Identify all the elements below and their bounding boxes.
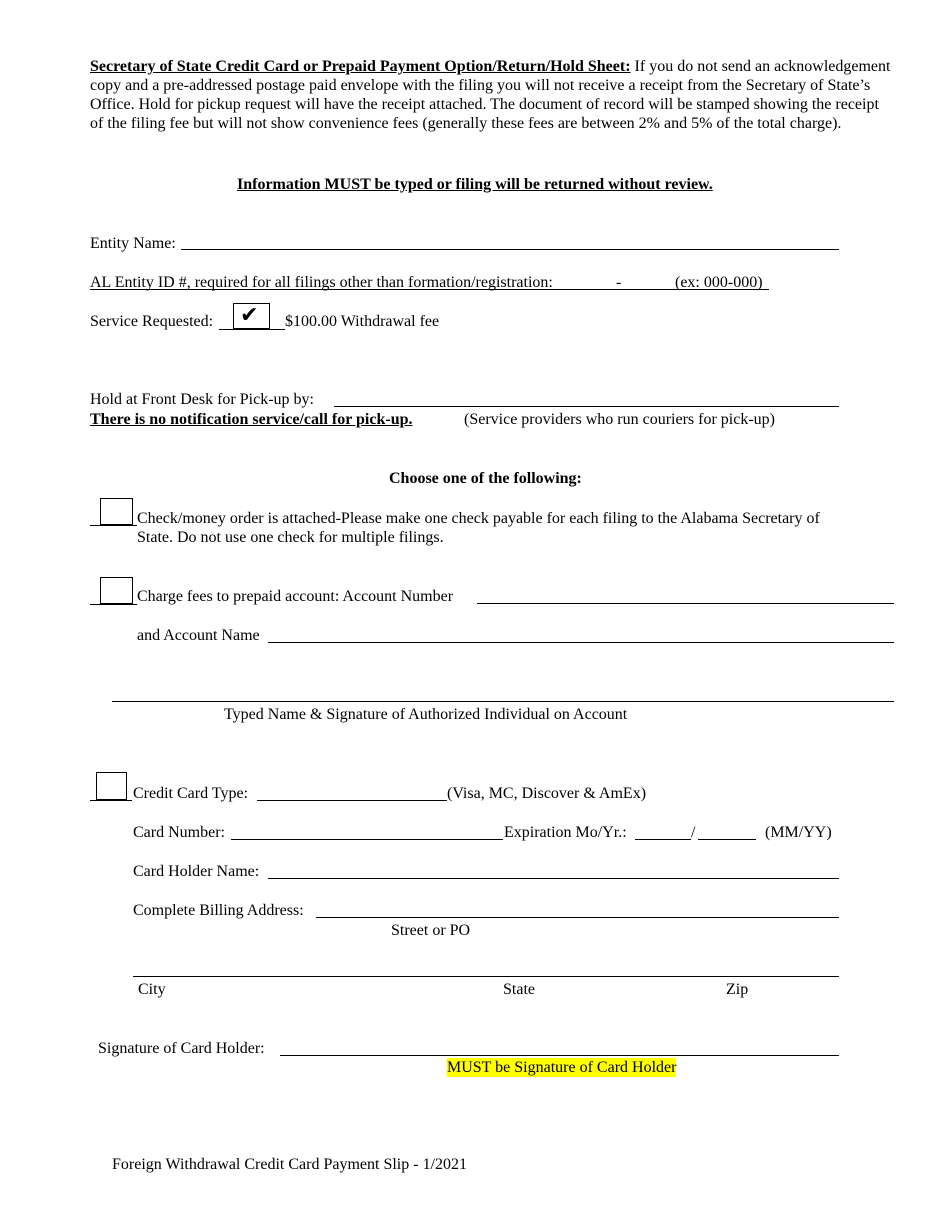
service-fee-text: $100.00 Withdrawal fee bbox=[285, 313, 440, 330]
card-holder-field[interactable] bbox=[268, 878, 839, 879]
card-number-label: Card Number: bbox=[133, 824, 225, 841]
street-caption: Street or PO bbox=[391, 922, 471, 939]
intro-paragraph bbox=[90, 57, 895, 133]
credit-card-type-label: Credit Card Type: bbox=[133, 785, 249, 802]
form-footer: Foreign Withdrawal Credit Card Payment Slip - 1/2021 bbox=[112, 1156, 468, 1173]
expiration-format: (MM/YY) bbox=[765, 824, 832, 841]
check-money-order-checkbox[interactable] bbox=[100, 498, 133, 525]
card-holder-label: Card Holder Name: bbox=[133, 863, 260, 880]
hold-label: Hold at Front Desk for Pick-up by: bbox=[90, 391, 314, 408]
entity-id-dash: - bbox=[616, 274, 622, 291]
typed-notice: Information MUST be typed or filing will be returned without review. bbox=[237, 176, 713, 193]
authorized-signature-caption: Typed Name & Signature of Authorized Individual on Account bbox=[224, 706, 628, 723]
intro-text: If you do not send an acknowledgement copy and a pre-addressed postage paid envelope with the filing you will not receive a receipt from the Secretary of State’s Office. Hold for pickup request will have the receipt attached. The document of record will be stamped showing the receipt of the filing fee but will not show convenience fees (generally these fees are between 2% and 5% of the total charge). bbox=[90, 58, 891, 132]
credit-option-underline bbox=[90, 800, 132, 801]
authorized-signature-field[interactable] bbox=[112, 701, 894, 702]
expiration-separator: / bbox=[691, 824, 696, 841]
no-notification-text: There is no notification service/call for pick-up. bbox=[90, 411, 413, 428]
expiration-year-field[interactable] bbox=[698, 839, 756, 840]
zip-caption: Zip bbox=[726, 981, 749, 998]
expiration-month-field[interactable] bbox=[635, 839, 691, 840]
billing-street-field[interactable] bbox=[316, 917, 839, 918]
state-caption: State bbox=[503, 981, 535, 998]
billing-address-label: Complete Billing Address: bbox=[133, 902, 304, 919]
credit-card-type-field[interactable] bbox=[257, 800, 447, 801]
intro-heading: Secretary of State Credit Card or Prepaid Payment Option/Return/Hold Sheet: bbox=[90, 58, 631, 75]
expiration-label: Expiration Mo/Yr.: bbox=[504, 824, 627, 841]
service-underline bbox=[219, 329, 285, 330]
entity-name-label: Entity Name: bbox=[90, 235, 176, 252]
credit-card-type-note: (Visa, MC, Discover & AmEx) bbox=[447, 785, 647, 802]
prepaid-option-underline bbox=[90, 604, 137, 605]
checkmark-icon: ✔ bbox=[240, 303, 259, 328]
card-holder-signature-label: Signature of Card Holder: bbox=[98, 1040, 265, 1057]
account-name-label: and Account Name bbox=[137, 627, 260, 644]
service-checkbox[interactable] bbox=[233, 303, 270, 329]
credit-card-checkbox[interactable] bbox=[96, 772, 127, 800]
check-option-line2: State. Do not use one check for multiple filings. bbox=[137, 529, 444, 546]
card-holder-signature-field[interactable] bbox=[280, 1055, 839, 1056]
couriers-note: (Service providers who run couriers for pick-up) bbox=[464, 411, 776, 428]
account-number-label: Charge fees to prepaid account: Account Number bbox=[137, 588, 454, 605]
card-number-field[interactable] bbox=[231, 839, 503, 840]
billing-city-state-zip-field[interactable] bbox=[133, 976, 839, 977]
service-requested-label: Service Requested: bbox=[90, 313, 214, 330]
account-number-field[interactable] bbox=[477, 603, 894, 604]
check-option-line1: Check/money order is attached-Please make one check payable for each filing to the Alabama Secretary of bbox=[137, 510, 820, 527]
entity-name-field[interactable] bbox=[181, 249, 839, 250]
entity-id-example: (ex: 000-000) bbox=[675, 274, 763, 291]
prepaid-account-checkbox[interactable] bbox=[100, 577, 133, 604]
choose-heading: Choose one of the following: bbox=[389, 470, 582, 487]
check-option-underline bbox=[90, 525, 137, 526]
account-name-field[interactable] bbox=[268, 642, 894, 643]
signature-warning-highlight: MUST be Signature of Card Holder bbox=[447, 1059, 677, 1076]
city-caption: City bbox=[138, 981, 166, 998]
entity-id-label: AL Entity ID #, required for all filings other than formation/registration: bbox=[90, 274, 553, 291]
hold-pickup-field[interactable] bbox=[334, 406, 839, 407]
entity-id-field[interactable] bbox=[90, 289, 769, 290]
